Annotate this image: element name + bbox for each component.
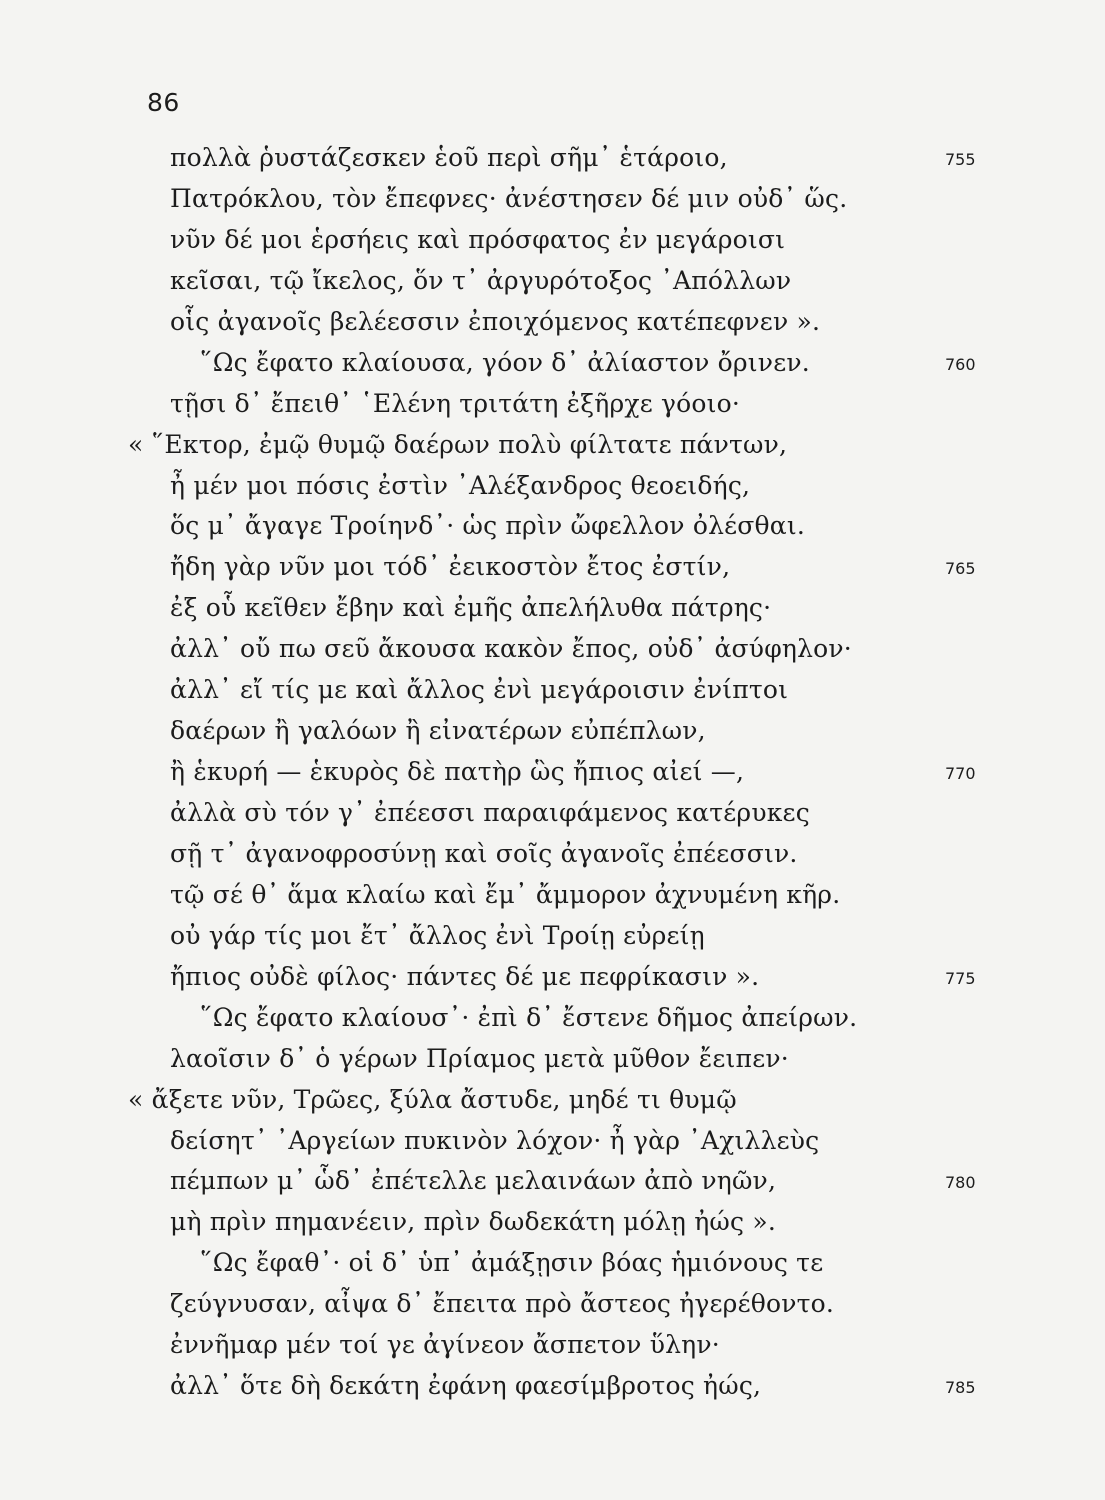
- line-number: 780: [945, 1173, 976, 1193]
- verse-line: [0, 629, 1105, 670]
- line-number: 755: [945, 150, 976, 169]
- verse-line: [0, 670, 1105, 711]
- verse-line: [0, 261, 1105, 302]
- verse-line: [0, 220, 1105, 261]
- verse-line: [0, 466, 1105, 507]
- verse-line: [0, 1325, 1105, 1366]
- verse-text: οἷς ἀγανοῖς βελέεσσιν ἐποιχόμενος κατέπεφνεν ».: [170, 306, 821, 336]
- verse-line: [0, 138, 1105, 179]
- verse-line: [0, 1243, 1105, 1284]
- verse-line: [0, 547, 1105, 588]
- verse-line: [0, 506, 1105, 547]
- verse-text: πολλὰ ῥυστάζεσκεν ἑοῦ περὶ σῆμ᾽ ἑτάροιο,: [170, 143, 728, 172]
- verse-text: ζεύγνυσαν, αἶψα δ᾽ ἔπειτα πρὸ ἄστεος ἠγερέθοντο.: [170, 1289, 835, 1319]
- verse-text: λαοῖσιν δ᾽ ὁ γέρων Πρίαμος μετὰ μῦθον ἔειπεν·: [170, 1043, 789, 1073]
- verse-line: [0, 752, 1105, 793]
- verse-text: δαέρων ἢ γαλόων ἢ εἰνατέρων εὐπέπλων,: [170, 716, 706, 746]
- verse-text: ἤδη γὰρ νῦν μοι τόδ᾽ ἐεικοστὸν ἔτος ἐστίν,: [170, 552, 731, 582]
- line-number: 785: [945, 1378, 976, 1398]
- line-number: 760: [945, 354, 976, 374]
- verse-line: [0, 1121, 1105, 1162]
- verse-text: τῇσι δ᾽ ἔπειθ᾽ ῾Ελένη τριτάτη ἐξῆρχε γόοιο·: [170, 388, 741, 418]
- verse-line: [0, 1039, 1105, 1080]
- verse-line: [0, 875, 1105, 916]
- verse-text: ἦ μέν μοι πόσις ἐστὶν ᾽Αλέξανδρος θεοειδής,: [170, 470, 751, 500]
- verse-text: « ἄξετε νῦν, Τρῶες, ξύλα ἄστυδε, μηδέ τι θυμῷ: [128, 1084, 737, 1114]
- verse-line: [0, 916, 1105, 957]
- verse-text: δείσητ᾽ ᾽Αργείων πυκινὸν λόχον· ἦ γὰρ ᾽Αχιλλεὺς: [170, 1125, 820, 1155]
- verse-line: [0, 179, 1105, 220]
- verse-line: [0, 302, 1105, 343]
- verse-line: [0, 957, 1105, 998]
- verse-text: οὐ γάρ τίς μοι ἔτ᾽ ἄλλος ἐνὶ Τροίῃ εὐρείῃ: [170, 920, 705, 950]
- verse-text: ἀλλ᾽ ὅτε δὴ δεκάτη ἐφάνη φαεσίμβροτος ἠώς,: [170, 1371, 762, 1401]
- verse-text: ἢ ἑκυρή — ἑκυρὸς δὲ πατὴρ ὣς ἤπιος αἰεί —,: [170, 757, 745, 787]
- line-number: 765: [945, 559, 976, 579]
- verse-text: ῞Ως ἔφαθ᾽· οἱ δ᾽ ὑπ᾽ ἀμάξῃσιν βόας ἡμιόνους τε: [200, 1248, 824, 1278]
- verse-text: τῷ σέ θ᾽ ἅμα κλαίω καὶ ἔμ᾽ ἄμμορον ἀχνυμένη κῆρ.: [170, 879, 841, 909]
- verse-text: ῞Ως ἔφατο κλαίουσα, γόον δ᾽ ἀλίαστον ὄρινεν.: [200, 347, 810, 377]
- verse-line: [0, 343, 1105, 384]
- verse-text: ὅς μ᾽ ἄγαγε Τροίηνδ᾽· ὡς πρὶν ὤφελλον ὀλέσθαι.: [170, 511, 806, 541]
- verse-text: ῞Ως ἔφατο κλαίουσ᾽· ἐπὶ δ᾽ ἔστενε δῆμος ἀπείρων.: [200, 1002, 858, 1032]
- verse-text: πέμπων μ᾽ ὧδ᾽ ἐπέτελλε μελαινάων ἀπὸ νηῶν,: [170, 1166, 777, 1196]
- verse-text: σῇ τ᾽ ἀγανοφροσύνῃ καὶ σοῖς ἀγανοῖς ἐπέεσσιν.: [170, 838, 798, 868]
- verse-line: [0, 998, 1105, 1039]
- verse-line: [0, 793, 1105, 834]
- verse-text: ἀλλ᾽ εἴ τίς με καὶ ἄλλος ἐνὶ μεγάροισιν ἐνίπτοι: [170, 675, 789, 705]
- page-number: 86: [147, 88, 180, 117]
- verse-text: ἀλλ᾽ οὔ πω σεῦ ἄκουσα κακὸν ἔπος, οὐδ᾽ ἀσύφηλον·: [170, 634, 852, 664]
- verse-text: ἀλλὰ σὺ τόν γ᾽ ἐπέεσσι παραιφάμενος κατέρυκες: [170, 798, 810, 827]
- verse-block: [0, 138, 1105, 1407]
- verse-line: [0, 834, 1105, 875]
- line-number: 775: [945, 968, 976, 988]
- verse-line: [0, 1080, 1105, 1121]
- verse-text: Πατρόκλου, τὸν ἔπεφνες· ἀνέστησεν δέ μιν οὐδ᾽ ὥς.: [170, 183, 848, 213]
- verse-text: ἐννῆμαρ μέν τοί γε ἀγίνεον ἄσπετον ὕλην·: [170, 1330, 720, 1360]
- verse-line: [0, 1161, 1105, 1202]
- verse-text: « ῞Εκτορ, ἐμῷ θυμῷ δαέρων πολὺ φίλτατε πάντων,: [128, 429, 788, 459]
- verse-line: [0, 1202, 1105, 1243]
- verse-line: [0, 588, 1105, 629]
- verse-text: κεῖσαι, τῷ ἴκελος, ὅν τ᾽ ἀργυρότοξος ᾽Απόλλων: [170, 265, 792, 295]
- verse-text: μὴ πρὶν πημανέειν, πρὶν δωδεκάτη μόλῃ ἠώς ».: [170, 1207, 776, 1237]
- verse-text: ἤπιος οὐδὲ φίλος· πάντες δέ με πεφρίκασιν ».: [170, 961, 760, 991]
- line-number: 770: [945, 764, 976, 784]
- verse-line: [0, 1284, 1105, 1325]
- verse-line: [0, 1366, 1105, 1407]
- verse-line: [0, 384, 1105, 425]
- verse-line: [0, 425, 1105, 466]
- verse-text: νῦν δέ μοι ἑρσήεις καὶ πρόσφατος ἐν μεγάροισι: [170, 224, 786, 254]
- verse-line: [0, 711, 1105, 752]
- verse-text: ἐξ οὗ κεῖθεν ἔβην καὶ ἐμῆς ἀπελήλυθα πάτρης·: [170, 593, 772, 623]
